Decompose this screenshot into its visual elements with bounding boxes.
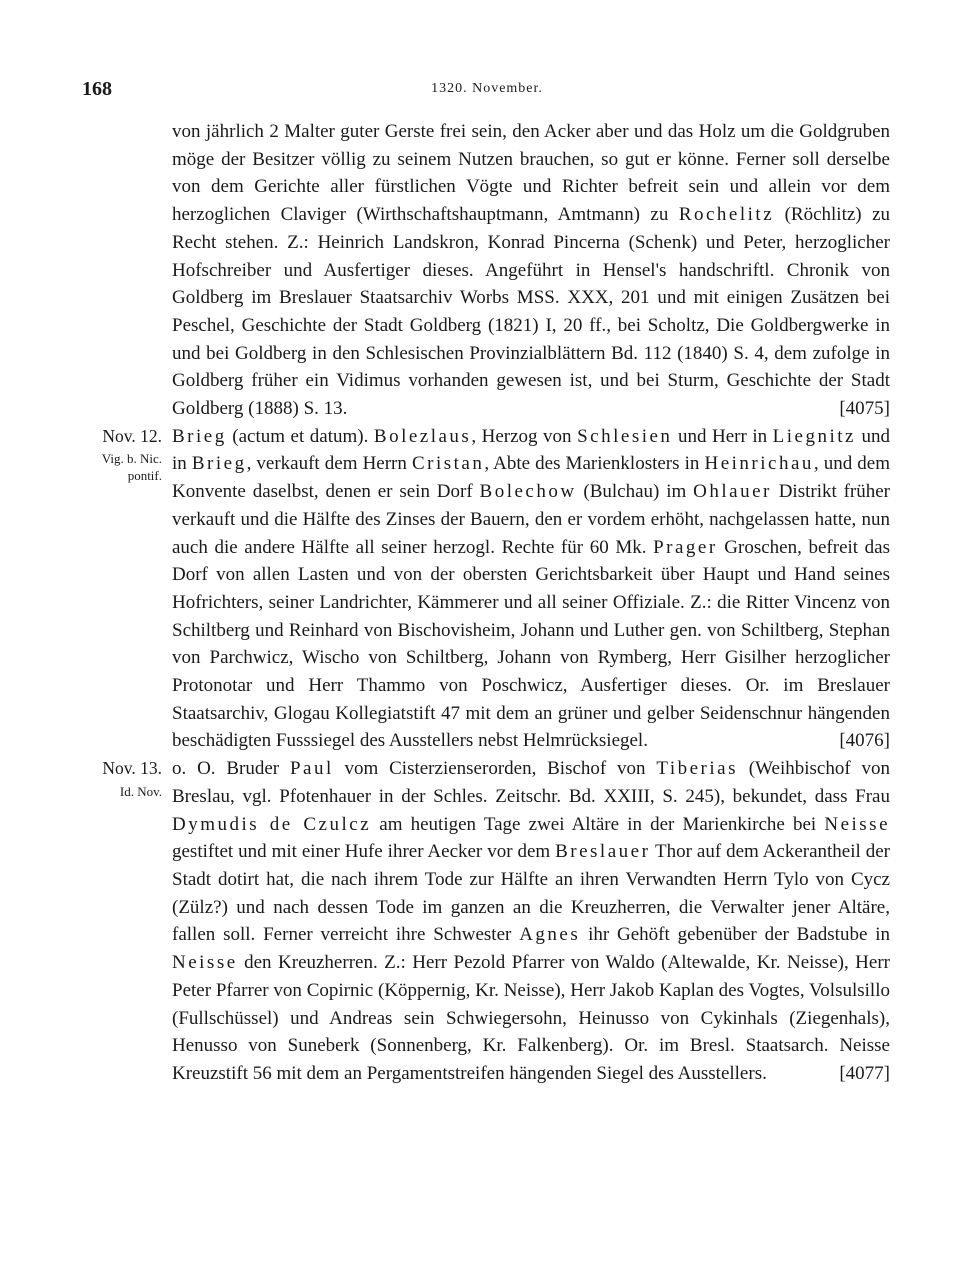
entry-text: vom Cisterzienserorden, Bischof von (333, 758, 657, 780)
entry-text: , verkauft dem Herrn (246, 453, 412, 475)
margin-date (82, 755, 162, 800)
entry-text: ihr Gehöft gebenüber der Badstube in (580, 924, 890, 946)
page-number: 168 (82, 78, 112, 100)
spaced-name: Brieg (191, 453, 247, 475)
page-body (101, 118, 891, 1088)
spaced-name: Liegnitz (772, 425, 856, 447)
entry-text: o. O. Bruder (172, 758, 290, 780)
date-label: Nov. 13. (102, 758, 162, 779)
spaced-name: Neisse (172, 952, 238, 974)
spaced-name: Ohlauer (693, 481, 772, 503)
entry-text: von jährlich 2 Malter guter Gerste frei sein, den Acker aber und das Holz um die Goldgruben möge der Besitzer völlig zu seinem Nutzen brauchen, so gut er könne. Ferner soll derselbe von dem Gerichte aller fürstlichen Vögte und Richter befreit sein und allein vor dem herzoglichen Claviger (Wirthschaftshauptmann, Amtmann) zu (172, 121, 890, 226)
margin-date (82, 423, 162, 485)
entry-text: am heutigen Tage zwei Altäre in der Marienkirche bei (371, 813, 825, 835)
feast-label-cont: pontif. (127, 468, 162, 484)
entry-reference: [4076] (839, 730, 890, 752)
spaced-name: Heinrichau (704, 453, 814, 475)
spaced-name: Neisse (824, 813, 890, 835)
spaced-name: Dymudis de Czulcz (172, 813, 372, 835)
entry-text: , und dem Konvente daselbst, denen er sein Dorf (172, 453, 890, 503)
spaced-name: Rochelitz (678, 204, 775, 226)
spaced-name: Paul (289, 758, 334, 780)
entry-4077 (102, 755, 890, 1087)
entry-reference: [4077] (839, 1062, 890, 1084)
spaced-name: Schlesien (577, 425, 673, 447)
entry-text: Groschen, befreit das Dorf von allen Lasten und von der obersten Gerichtsbarkeit über Haupt und Hand seines Hofrichters, seiner Landrichter, Kämmerer und all seiner Offiziale. Z.: die Ritter Vincenz von Schiltberg und Reinhard von Bischovisheim, Johann und Luther gen. von Schiltberg, Stephan von Parchwicz, Wischo von Schiltberg, Johann von Rymberg, Herr Gisilher herzoglicher Protonotar und Herr Thammo von Poschwicz, Ausfertiger dieses. Or. im Breslauer Staatsarchiv, Glogau Kollegiatstift 47 mit dem an grüner und gelber Seidenschnur hängenden beschädigten Fusssiegel des Ausstellers nebst Helmrücksiegel. (172, 536, 890, 752)
entry-text: , Abte des Marienklosters in (484, 453, 705, 475)
spaced-name: Brieg (172, 425, 227, 447)
entry-text: (Bulchau) im (576, 481, 694, 503)
spaced-name: Prager (653, 536, 718, 558)
spaced-name: Breslauer (555, 841, 651, 863)
entry-text: Distrikt früher verkauft und die Hälfte des Zinses der Bauern, den er vordem erhöht, nachgelassen hatte, nun auch die andere Hälfte all seiner herzogl. Rechte für 60 Mk. (172, 481, 891, 558)
entry-text: , Herzog von (471, 425, 578, 447)
spaced-name: Tiberias (656, 758, 738, 780)
feast-label: Id. Nov. (119, 783, 162, 799)
entry-4075-continuation (172, 118, 890, 423)
spaced-name: Bolechow (479, 481, 577, 503)
entry-text: gestiftet und mit einer Hufe ihrer Aecker vor dem (172, 841, 556, 863)
feast-label: Vig. b. Nic. (101, 451, 162, 467)
spaced-name: Agnes (519, 924, 581, 946)
entry-text: Thor auf dem Ackerantheil der Stadt dotirt hat, die nach ihrem Tode zur Hälfte an ihren Verwandten Herrn Tylo von Cycz (Zülz?) und nach dessen Tode im ganzen an die Kreuzherren, die Verwalter jener Altäre, fallen soll. Ferner verreicht ihre Schwester (172, 841, 890, 946)
spaced-name: Cristan (411, 453, 485, 475)
entry-reference: [4075] (839, 398, 890, 420)
entry-4076 (101, 423, 891, 755)
entry-text: (actum et datum). (226, 425, 374, 447)
entry-text: den Kreuzherren. Z.: Herr Pezold Pfarrer von Waldo (Altewalde, Kr. Neisse), Herr Peter Pfarrer von Copirnic (Köppernig, Kr. Neisse), Herr Jakob Kaplan des Vogtes, Volsulsillo (Fullschüssel) und Andreas sein Schwiegersohn, Heinusso von Cykinhals (Ziegenhals), Henusso von Suneberk (Sonnenberg, Kr. Falkenberg). Or. im Bresl. Staatsarch. Neisse Kreuzstift 56 mit dem an Pergamentstreifen hängenden Siegel des Ausstellers. (172, 952, 890, 1084)
running-title: 1320. November. (431, 81, 543, 96)
page-header (82, 78, 892, 106)
entry-text: (Weihbischof von Breslau, vgl. Pfotenhauer in der Schles. Zeitschr. Bd. XXIII, S. 245), bekundet, dass Frau (172, 758, 890, 807)
spaced-name: Bolezlaus (373, 425, 472, 447)
entry-text: und in (172, 425, 891, 475)
entry-text: und Herr in (672, 425, 773, 447)
date-label: Nov. 12. (102, 425, 162, 446)
entry-text: (Röchlitz) zu Recht stehen. Z.: Heinrich Landskron, Konrad Pincerna (Schenk) und Peter, herzoglicher Hofschreiber und Ausfertiger dieses. Angeführt in Hensel's handschriftl. Chronik von Goldberg im Breslauer Staatsarchiv Worbs MSS. XXX, 201 und mit einigen Zusätzen bei Peschel, Geschichte der Stadt Goldberg (1821) I, 20 ff., bei Scholtz, Die Goldbergwerke in und bei Goldberg in den Schlesischen Provinzialblättern Bd. 112 (1840) S. 4, dem zufolge in Goldberg früher ein Vidimus vorhanden gewesen ist, und bei Sturm, Geschichte der Stadt Goldberg (1888) S. 13. (172, 204, 891, 420)
